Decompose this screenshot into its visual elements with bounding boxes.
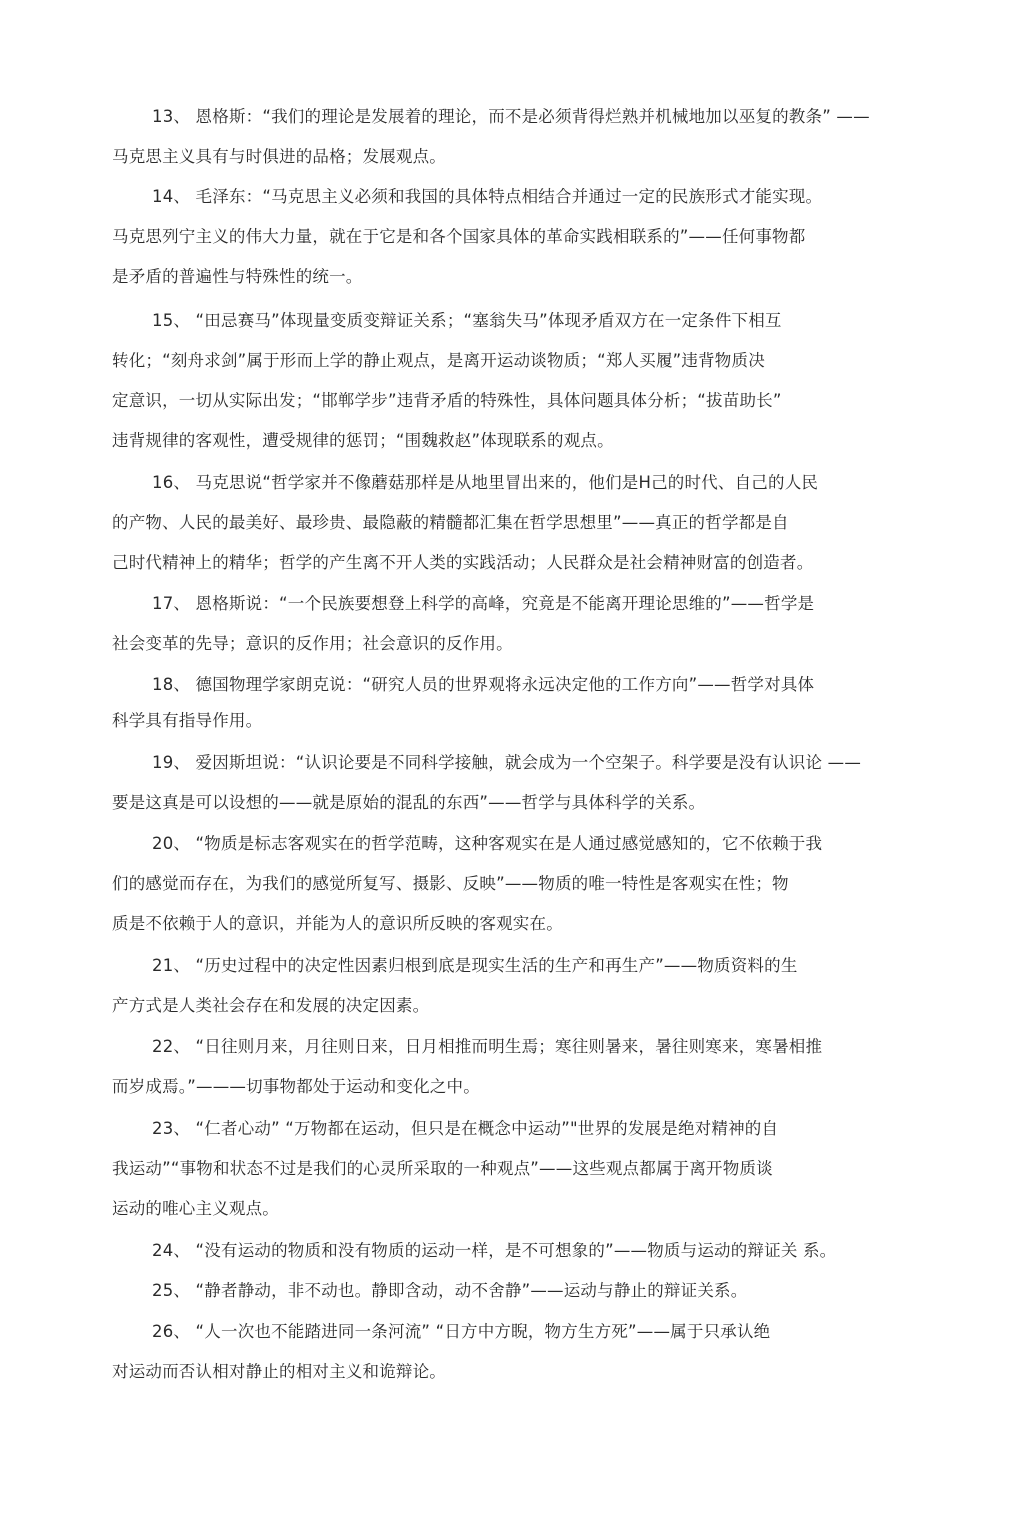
- item-26-line-1: 26、 “人一次也不能踏进同一条河流” “日方中方睨，物方生方死”——属于只承认绝: [152, 1322, 771, 1341]
- item-18-line-2: 科学具有指导作用。: [112, 711, 263, 730]
- item-26-line-2: 对运动而否认相对静止的相对主义和诡辩论。: [112, 1362, 446, 1381]
- item-24-line-1: 24、 “没有运动的物质和没有物质的运动一样，是不可想象的”——物质与运动的辩证关 系。: [152, 1241, 837, 1260]
- item-15-line-1: 15、 “田忌赛马”体现量变质变辩证关系；“塞翁失马”体现矛盾双方在一定条件下相互: [152, 311, 782, 330]
- item-15-line-2: 转化；“刻舟求剑”属于形而上学的静止观点，是离开运动谈物质；“郑人买履”违背物质决: [112, 351, 765, 370]
- item-13-line-1: 13、 恩格斯：“我们的理论是发展着的理论，而不是必须背得烂熟并机械地加以巫复的教条” ——: [152, 107, 870, 126]
- item-17-line-1: 17、 恩格斯说：“一个民族要想登上科学的高峰，究竟是不能离开理论思维的”——哲学是: [152, 594, 815, 613]
- item-25-line-1: 25、 “静者静动，非不动也。静即含动，动不舍静”——运动与静止的辩证关系。: [152, 1281, 748, 1300]
- item-17-line-2: 社会变革的先导；意识的反作用；社会意识的反作用。: [112, 634, 513, 653]
- item-20-line-2: 们的感觉而存在，为我们的感觉所复写、摄影、反映”——物质的唯一特性是客观实在性；物: [112, 874, 789, 893]
- item-13-line-2: 马克思主义具有与时俱进的品格；发展观点。: [112, 147, 446, 166]
- item-23-line-1: 23、 “仁者心动” “万物都在运动，但只是在概念中运动”"世界的发展是绝对精神的自: [152, 1119, 779, 1138]
- item-23-line-3: 运动的唯心主义观点。: [112, 1199, 279, 1218]
- item-18-line-1: 18、 德国物理学家朗克说：“研究人员的世界观将永远决定他的工作方向”——哲学对具体: [152, 675, 815, 694]
- item-22-line-2: 而岁成焉。”———切事物都处于运动和变化之中。: [112, 1077, 480, 1096]
- item-15-line-4: 违背规律的客观性，遭受规律的惩罚；“围魏救赵”体现联系的观点。: [112, 431, 614, 450]
- item-14-line-3: 是矛盾的普遍性与特殊性的统一。: [112, 267, 363, 286]
- item-16-line-1: 16、 马克思说“哲学家并不像蘑菇那样是从地里冒出来的，他们是H己的时代、自己的人民: [152, 473, 819, 492]
- item-15-line-3: 定意识，一切从实际出发；“邯郸学步”违背矛盾的特殊性，具体问题具体分析；“拔苗助长”: [112, 391, 782, 410]
- item-14-line-1: 14、 毛泽东：“马克思主义必须和我国的具体特点相结合并通过一定的民族形式才能实现。: [152, 187, 823, 206]
- item-21-line-2: 产方式是人类社会存在和发展的决定因素。: [112, 996, 430, 1015]
- item-20-line-3: 质是不依赖于人的意识，并能为人的意识所反映的客观实在。: [112, 914, 563, 933]
- item-19-line-1: 19、 爱因斯坦说：“认识论要是不同科学接触，就会成为一个空架子。科学要是没有认识论 ——: [152, 753, 862, 772]
- item-16-line-2: 的产物、人民的最美好、最珍贵、最隐蔽的精髓都汇集在哲学思想里”——真正的哲学都是自: [112, 513, 789, 532]
- item-22-line-1: 22、 “日往则月来，月往则日来，日月相推而明生焉；寒往则暑来，暑往则寒来，寒暑相推: [152, 1037, 823, 1056]
- item-16-line-3: 己时代精神上的精华；哲学的产生离不开人类的实践活动；人民群众是社会精神财富的创造者。: [112, 553, 814, 572]
- item-20-line-1: 20、 “物质是标志客观实在的哲学范畴，这种客观实在是人通过感觉感知的，它不依赖于我: [152, 834, 823, 853]
- item-14-line-2: 马克思列宁主义的伟大力量，就在于它是和各个国家具体的革命实践相联系的”——任何事物都: [112, 227, 806, 246]
- item-19-line-2: 要是这真是可以设想的——就是原始的混乱的东西”——哲学与具体科学的关系。: [112, 793, 706, 812]
- item-21-line-1: 21、 “历史过程中的决定性因素归根到底是现实生活的生产和再生产”——物质资料的生: [152, 956, 798, 975]
- item-23-line-2: 我运动”“事物和状态不过是我们的心灵所采取的一种观点”——这些观点都属于离开物质谈: [112, 1159, 773, 1178]
